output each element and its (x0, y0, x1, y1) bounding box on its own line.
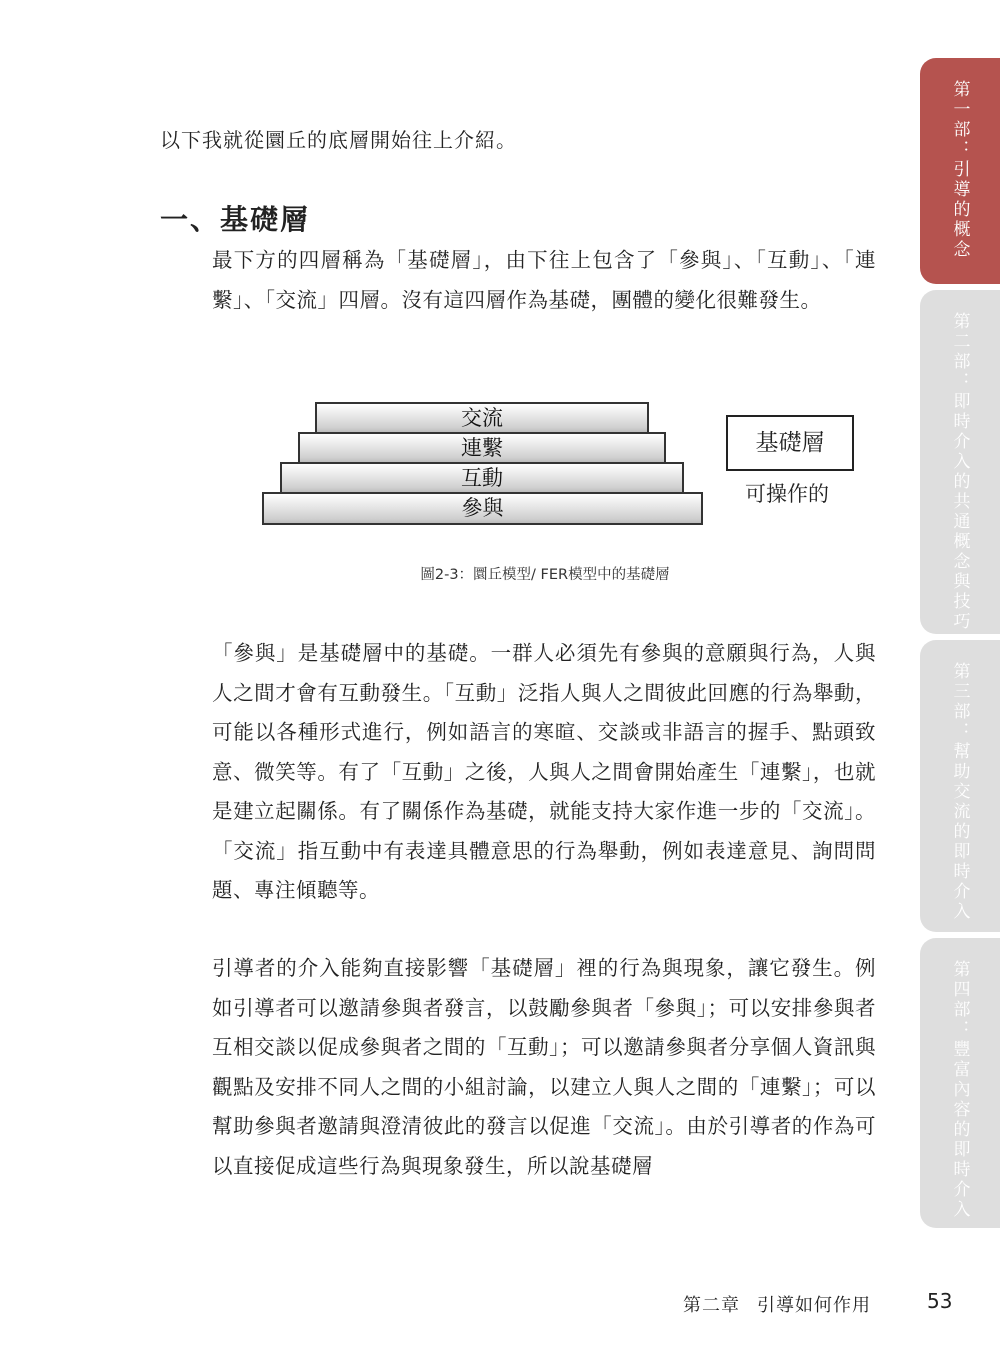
tab-part-4-label: 第四部：豐富內容的即時介入 (949, 960, 970, 1220)
tab-part-2[interactable] (920, 290, 1000, 634)
figure-caption: 圖2-3：圜丘模型/ FER模型中的基礎層 (420, 567, 670, 583)
base-layer-box: 基礎層 (726, 415, 854, 471)
layer-exchange: 交流 (315, 402, 649, 434)
tab-part-3-label: 第三部：幫助交流的即時介入 (949, 662, 970, 922)
tab-part-2-label: 第二部：即時介入的共通概念與技巧 (949, 312, 970, 632)
paragraph-1: 最下方的四層稱為「基礎層」，由下往上包含了「參與」、「互動」、「連繫」、「交流」四層。沒有這四層作為基礎，團體的變化很難發生。 (212, 248, 876, 312)
layer-connection: 連繫 (298, 432, 666, 464)
layer-interaction: 互動 (280, 462, 684, 494)
footer-chapter: 第二章 (683, 1295, 740, 1316)
page-number: 53 (927, 1289, 953, 1313)
tab-part-1-label: 第一部：引導的概念 (949, 80, 970, 260)
paragraph-2: 「參與」是基礎層中的基礎。一群人必須先有參與的意願與行為，人與人之間才會有互動發生。「互動」泛指人與人之間彼此回應的行為舉動，可能以各種形式進行，例如語言的寒暄、交談或非語言的握手、點頭致意、微笑等。有了「互動」之後，人與人之間會開始產生「連繫」，也就是建立起關係。有了關係作為基礎，就能支持大家作進一步的「交流」。「交流」指互動中有表達具體意思的行為舉動，例如表達意見、詢問問題、專注傾聽等。 (212, 641, 876, 902)
operable-label: 可操作的 (745, 482, 829, 506)
tab-part-3[interactable] (920, 640, 1000, 932)
tab-part-1[interactable] (920, 58, 1000, 284)
intro-text: 以下我就從圜丘的底層開始往上介紹。 (160, 128, 517, 152)
tab-part-4[interactable] (920, 938, 1000, 1228)
layer-participation: 參與 (262, 492, 703, 525)
section-heading: 一、基礎層 (160, 203, 311, 236)
paragraph-3: 引導者的介入能夠直接影響「基礎層」裡的行為與現象，讓它發生。例如引導者可以邀請參與者發言，以鼓勵參與者「參與」；可以安排參與者互相交談以促成參與者之間的「互動」；可以邀請參與者分享個人資訊與觀點及安排不同人之間的小組討論，以建立人與人之間的「連繫」；可以幫助參與者邀請與澄清彼此的發言以促進「交流」。由於引導者的作為可以直接促成這些行為與現象發生，所以說基礎層 (212, 956, 876, 1178)
footer-title: 引導如何作用 (757, 1295, 871, 1316)
